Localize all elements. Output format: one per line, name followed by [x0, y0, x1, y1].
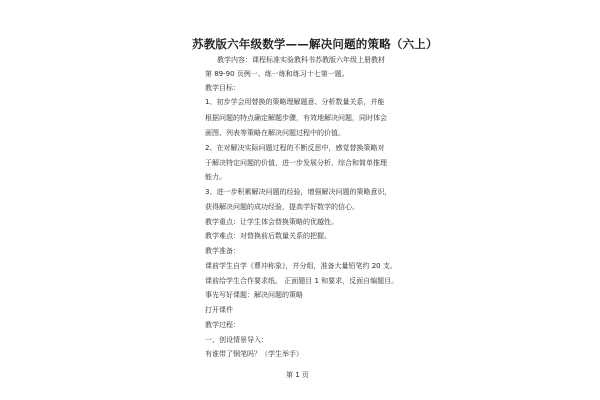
text-line: 教学内容：课程标准实验教科书苏教版六年级上册教材: [217, 56, 385, 64]
text-line: 教学重点：让学生体会替换策略的优越性。: [205, 218, 338, 226]
text-line: 教学目标：: [205, 84, 240, 92]
text-line: 事先写好课题：解决问题的策略: [205, 291, 303, 299]
text-line: 1、初步学会用替换的策略理解题意、分析数量关系，并能: [205, 98, 385, 106]
text-line: 画图、列表等策略在解决问题过程中的价值。: [205, 129, 345, 137]
text-line: 有谁带了钢笔吗？（学生举手）: [205, 350, 303, 358]
text-line: 打开课件: [205, 306, 233, 314]
text-line: 教学准备：: [205, 247, 240, 255]
text-line: 2、在对解决实际问题过程的不断反思中，感觉替换策略对: [205, 144, 385, 152]
text-line: 能力。: [205, 173, 226, 181]
text-line: 获得解决问题的成功经验，提高学好数学的信心。: [205, 203, 359, 211]
text-line: 第 89-90 页例一、练一练和练习十七第一题。: [205, 70, 349, 78]
text-line: 3、进一步积累解决问题的经验，增强解决问题的策略意识，: [205, 188, 392, 196]
text-line: 课前学生自学《曹冲称象》，并分组，准备大量铅笔约 20 支。: [205, 262, 397, 270]
text-line: 课前给学生合作要求纸。 正面题目 1 和要求，反面自编题目。: [205, 277, 399, 285]
text-line: 根据问题的特点确定解题步骤，有效地解决问题，同时体会: [205, 114, 387, 122]
text-line: 一、创设情景导入：: [205, 336, 268, 344]
document-title: 苏教版六年级数学——解决问题的策略（六上）: [192, 37, 438, 51]
text-line: 教学过程：: [205, 321, 240, 329]
text-line: 于解决特定问题的价值，进一步发展分析、综合和简单推理: [205, 159, 387, 167]
text-line: 教学难点：对替换前后数量关系的把握。: [205, 232, 331, 240]
page-number: 第 1 页: [286, 371, 309, 379]
